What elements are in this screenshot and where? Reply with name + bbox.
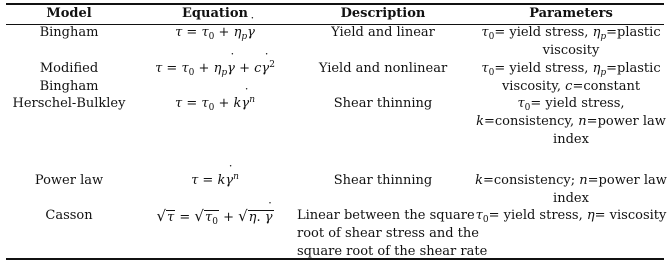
row-casson-model: Casson: [45, 208, 93, 223]
row-bingham-description: Yield and linear: [331, 25, 435, 40]
header-model: Model: [46, 6, 92, 21]
row-modified-bingham-parameters: $\tau_0=$ yield stress, $\eta_p=plastic$ viscosity, c=constant: [481, 61, 661, 94]
row-casson-equation: $√\tau = √\tau_0 + √\eta$. γ ˙: [135, 207, 295, 227]
row-power-law-parameters: k=consistency; n=power law index: [475, 173, 667, 206]
row-bingham-parameters: $\tau_0=$ yield stress, $\eta_p=plastic$ viscosity: [481, 25, 661, 58]
row-power-law-description: Shear thinning: [333, 173, 433, 188]
header-description: Description: [340, 6, 426, 21]
row-bingham-model: Bingham: [39, 25, 99, 40]
row-herschel-bulkley-model: Herschel-Bulkley: [12, 96, 126, 111]
row-modified-bingham-model: Modified Bingham: [39, 61, 99, 94]
row-modified-bingham-equation: $\tau = \tau_0 + \eta_p\gamma$ ˙ + cγ ˙$^2$: [135, 60, 295, 78]
row-power-law-model: Power law: [34, 173, 104, 188]
row-casson-description: Linear between the square root of shear stress and the square root of the shear rate: [297, 208, 488, 259]
row-bingham-equation: $\tau = \tau_0 + \eta_p\gamma$ ˙: [135, 24, 295, 42]
row-modified-bingham-description: Yield and nonlinear: [318, 61, 448, 76]
header-equation: Equation: [182, 6, 248, 21]
row-casson-parameters: $\tau_0=$ yield stress, η= viscosity: [475, 208, 667, 225]
row-herschel-bulkley-equation: $\tau = \tau_0 + k\gamma$ ˙$^n$: [135, 95, 295, 113]
row-power-law-equation: τ = kγ ˙$^n$: [135, 172, 295, 190]
row-herschel-bulkley-description: Shear thinning: [333, 96, 433, 111]
header-parameters: Parameters: [529, 6, 613, 21]
row-herschel-bulkley-parameters: $\tau_0=$ yield stress, k=consistency, n=power law index: [476, 96, 666, 147]
